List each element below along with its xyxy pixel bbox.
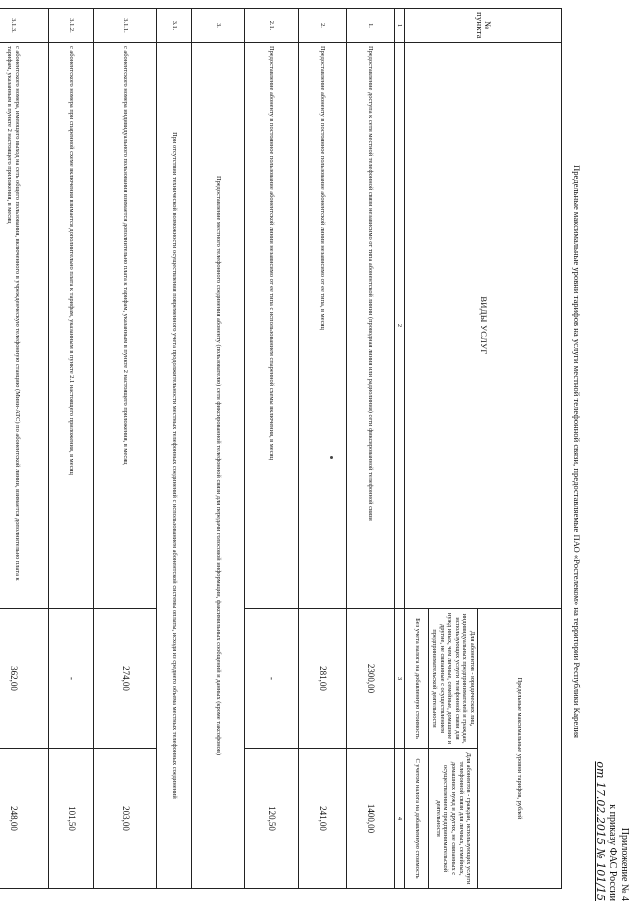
table-row bbox=[48, 9, 93, 889]
row-service: Предоставление доступа к сети местной телефонной связи независимо от типа абонентской линии (проводная линия или радиолиния) сети фиксированной телефонной связи bbox=[346, 43, 394, 609]
table-row bbox=[93, 9, 156, 889]
column-number: 3 bbox=[394, 609, 405, 749]
col-header-legal: Для абонентов - юридических лиц, индивидуальных предпринимателей и граждан, использующих услуги телефонной связи для нужд иных, чем личные, семейные, домашние и другие, не связанные с осуществлением предпринимательской деятельности bbox=[429, 609, 478, 749]
row-value-no-vat: 362,00 bbox=[0, 609, 48, 749]
document-title: Предельные максимальные уровни тарифов на услуги местной телефонной связи, предоставляемые ПАО «Ростелеком» на территории Республики Карелия bbox=[572, 165, 582, 738]
row-number: 2.1. bbox=[244, 9, 298, 43]
column-numbers-row bbox=[394, 9, 405, 889]
row-service: с абонентского номера индивидуального пользования взимается дополнительно плата к тарифам, указанным в пункте 2 настоящего приложения, в месяц bbox=[93, 43, 156, 609]
row-service: с абонентского номера при спаренной схеме включения взимается дополнительно плата к тарифам, указанным в пункте 2.1 настоящего приложения, в месяц bbox=[48, 43, 93, 609]
table-row bbox=[346, 9, 394, 889]
row-number: 3. bbox=[191, 9, 244, 43]
annex-header bbox=[594, 761, 630, 901]
row-value-no-vat: - bbox=[48, 609, 93, 749]
row-value-with-vat: 241,00 bbox=[298, 749, 346, 889]
row-service: Предоставление абоненту в постоянное пользование абонентской линии независимо от ее типа, в месяц bbox=[298, 43, 346, 609]
row-value-no-vat: 274,00 bbox=[93, 609, 156, 749]
row-number: 3.1. bbox=[156, 9, 191, 43]
row-number: 2. bbox=[298, 9, 346, 43]
col-header-tariffs: Предельные максимальные уровни тарифов, рублей bbox=[478, 609, 562, 889]
column-number: 4 bbox=[394, 749, 405, 889]
row-value-with-vat: 101,50 bbox=[48, 749, 93, 889]
table-row bbox=[298, 9, 346, 889]
annex-line-3: от 17.02.2015 № 101/15 bbox=[594, 761, 607, 901]
row-service: Предоставление абоненту в постоянное пользование абонентской линии независимо от ее типа с использованием спаренной схемы включения, в месяц bbox=[244, 43, 298, 609]
row-value-no-vat: 2300,00 bbox=[346, 609, 394, 749]
row-value-no-vat: - bbox=[244, 609, 298, 749]
col-header-no-vat: Без учета налога на добавленную стоимость bbox=[405, 609, 429, 749]
table-row bbox=[0, 9, 48, 889]
column-number: 1 bbox=[394, 9, 405, 43]
row-service: При отсутствии технической возможности осуществления повременного учета продолжительности местных телефонных соединений с использованием абонентской системы оплаты, исходя из среднего объема местных телефонных соединений bbox=[156, 43, 191, 889]
column-number: 2 bbox=[394, 43, 405, 609]
row-number: 3.1.3. bbox=[0, 9, 48, 43]
table-row bbox=[156, 9, 191, 889]
row-value-with-vat: 248,00 bbox=[0, 749, 48, 889]
annex-line-1: Приложение № 4 bbox=[619, 827, 630, 901]
row-service: Предоставление местного телефонного соединения абоненту (пользователю) сети фиксированной телефонной связи для передачи голосовой информации, факсимильных сообщений и данных (кроме таксофонов) bbox=[191, 43, 244, 889]
header-row-1 bbox=[478, 9, 562, 889]
col-header-services: ВИДЫ УСЛУГ bbox=[405, 43, 562, 609]
row-value-with-vat: 120,50 bbox=[244, 749, 298, 889]
row-number: 3.1.2. bbox=[48, 9, 93, 43]
col-header-with-vat: С учетом налога на добавленную стоимость bbox=[405, 749, 429, 889]
row-value-no-vat: 281,00 bbox=[298, 609, 346, 749]
col-header-num: № пункта bbox=[405, 9, 562, 43]
row-number: 1. bbox=[346, 9, 394, 43]
col-header-citizens: Для абонентов - граждан, использующих услуги телефонной связи для личных, семейных, домашних нужд и других, не связанных с осуществлением предпринимательской деятельности bbox=[429, 749, 478, 889]
row-service: с абонентского номера, имеющего выход на сеть общего пользования, включенного в учрежденческую телефонную станцию (Мини-АТС) по абонентской линии, взимается дополнительно плата к тарифам, указанным в пункте 2 настоящего приложения, в месяц bbox=[0, 43, 48, 609]
tariff-table bbox=[0, 8, 562, 889]
annex-line-2: к приказу ФАС России bbox=[607, 804, 618, 901]
row-value-with-vat: 1400,00 bbox=[346, 749, 394, 889]
table-row bbox=[244, 9, 298, 889]
row-value-with-vat: 203,00 bbox=[93, 749, 156, 889]
row-number: 3.1.1. bbox=[93, 9, 156, 43]
table-row bbox=[191, 9, 244, 889]
